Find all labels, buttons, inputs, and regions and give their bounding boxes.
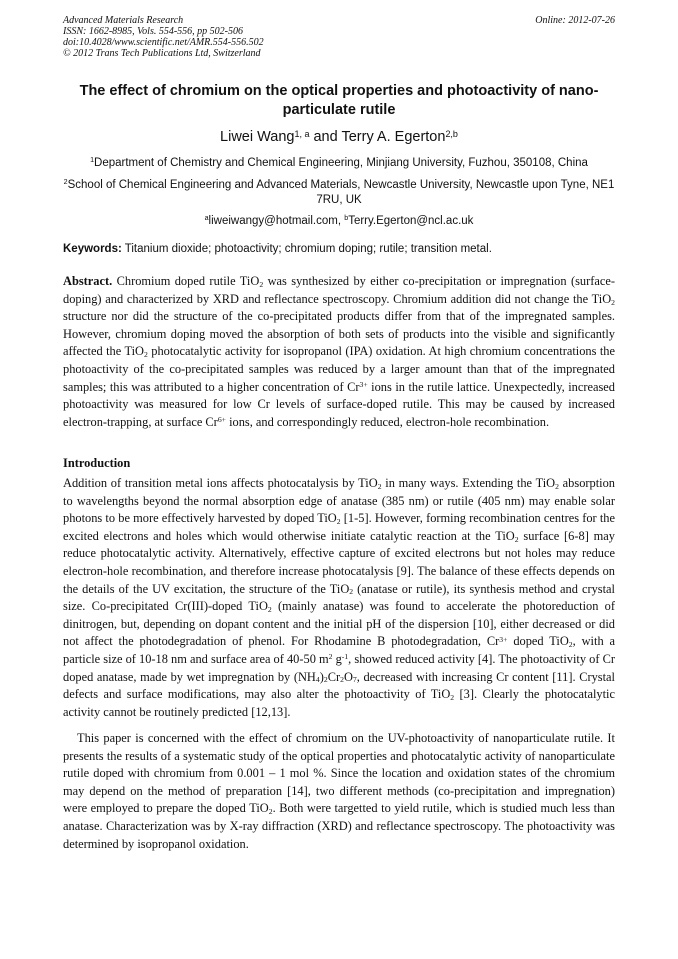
paragraph-text: ) <box>319 669 324 684</box>
paragraph-text: [1-5]. However, forming recombination centres for the excited electrons and holes which would otherwise initiate catalytic reaction at the TiO <box>63 511 615 543</box>
superscript: 3+ <box>359 379 368 389</box>
abstract-text: photocatalytic activity for isopropanol (IPA) oxidation. At high chromium concentrations the photoactivity of the co-precipitated samples was reduced by a larger amount than that of the impregnated samples; this was attributed to a higher concentration of Cr <box>63 344 615 394</box>
subscript: 7 <box>352 675 357 685</box>
abstract-text: was synthesized by either co-precipitation or impregnation (surface-doping) and characterized by XRD and reflectance spectroscopy. Chromium addition did not change the TiO <box>63 274 615 306</box>
subscript: 4 <box>315 675 320 685</box>
paragraph-text: , showed reduced activity [4]. The photoactivity of Cr doped anatase, made by wet impregnation by (NH <box>63 651 615 684</box>
paper-title: The effect of chromium on the optical properties and photoactivity of nano-particulate rutile <box>79 83 599 118</box>
issn-line: ISSN: 1662-8985, Vols. 554-556, pp 502-506 <box>63 26 243 37</box>
introduction-paragraph-2 <box>63 730 615 853</box>
subscript: 2 <box>259 279 264 289</box>
copyright-line: © 2012 Trans Tech Publications Ltd, Switzerland <box>63 48 261 59</box>
subscript: 2 <box>349 587 354 597</box>
affiliation-2-text: School of Chemical Engineering and Advanced Materials, Newcastle University, Newcastle upon Tyne, NE1 7RU, UK <box>67 179 615 206</box>
author-1-marker: 1, a <box>294 128 310 139</box>
subscript: 2 <box>611 297 615 307</box>
email-b-marker: b <box>344 214 349 223</box>
paragraph-text: absorption to wavelengths beyond the normal absorption edge of anatase (385 nm) or rutile (405 nm) may enable solar photons to be more effectively harvested by doped TiO <box>63 476 615 526</box>
affiliation-2 <box>63 178 615 208</box>
paragraph-text: (mainly anatase) was found to accelerate the photoreduction of dinitrogen, but, depending on dopant content and the initial pH of the dispersion [10], either decreased or did not affect the photodegradation of phenol. For Rhodamine B photodegradation, Cr <box>63 599 615 649</box>
author-2-marker: 2,b <box>445 128 458 139</box>
paragraph-text: . Both were targetted to yield rutile, which is studied much less than anatase. Characterization was by X-ray diffraction (XRD) and reflectance spectroscopy. The photoactivity was determined by isopropanol oxidation. <box>63 801 615 851</box>
superscript: 3+ <box>499 634 508 644</box>
subscript: 2 <box>268 807 273 817</box>
keywords-label: Keywords: <box>63 243 122 255</box>
paragraph-text: in many ways. Extending the TiO <box>381 476 556 490</box>
author-conjunction: and <box>309 129 342 145</box>
subscript: 2 <box>267 605 272 615</box>
paragraph-text: , decreased with increasing Cr content [11]. Crystal defects and surface modifications, may also alter the photoactivity of TiO <box>63 669 615 702</box>
keywords <box>63 242 615 257</box>
abstract-text: Chromium doped rutile TiO <box>112 274 260 288</box>
subscript: 2 <box>336 517 341 527</box>
paragraph-text: Cr <box>327 669 341 684</box>
paragraph-text: doped TiO <box>507 634 569 649</box>
paragraph-text: This paper is concerned with the effect of chromium on the UV-photoactivity of nanoparticulate rutile. It presents the results of a systematic study of the optical properties and photocatalytic activity of nanoparticulate rutile doped with chromium from 0.001 – 1 mol %. Since the location and oxidation states of the chromium may depend on the method of preparation [14], two different methods (co-precipitation and impregnation) were employed to prepare the doped TiO <box>63 731 615 816</box>
superscript: -1 <box>341 652 349 662</box>
affiliation-1-number: 1 <box>90 156 95 165</box>
abstract-text: structure nor did the structure of the co-precipitated products differ from that of the impregnated samples. However, chromium doping moved the absorption of both sets of products into the visible and significantly affected the TiO <box>63 309 615 359</box>
subscript: 2 <box>143 350 148 360</box>
affiliation-1 <box>63 156 615 171</box>
keywords-text: Titanium dioxide; photoactivity; chromium doping; rutile; transition metal. <box>121 243 492 255</box>
email-a[interactable]: liweiwangy@hotmail.com, <box>208 215 345 227</box>
introduction-heading: Introduction <box>63 456 131 470</box>
paragraph-text: Addition of transition metal ions affects photocatalysis by TiO <box>63 476 378 490</box>
email-b[interactable]: Terry.Egerton@ncl.ac.uk <box>348 215 474 227</box>
paragraph-text: g <box>332 651 342 666</box>
email-line <box>63 214 615 229</box>
subscript: 2 <box>340 675 344 685</box>
superscript: 6+ <box>217 414 226 424</box>
paragraph-text: [3]. Clearly the photocatalytic activity cannot be routinely predicted [12,13]. <box>63 687 616 719</box>
introduction-paragraph-1 <box>63 475 615 721</box>
journal-header <box>63 15 615 59</box>
paragraph-text: O <box>343 669 353 684</box>
paragraph-text: surface [6-8] may reduce photocatalytic activity. Alternatively, effective capture of excited electrons but not holes may reduce electron-hole recombination, and therefore increase photocatalysis [9]. The balance of these effects depends on the details of the UV excitation, the structure of the TiO <box>63 528 615 596</box>
abstract-label: Abstract. <box>63 274 113 288</box>
subscript: 2 <box>450 693 455 703</box>
paragraph-text: (anatase or rutile), its synthesis method and crystal size. Co-precipitated Cr(III)-doped TiO <box>63 581 615 614</box>
paragraph-text: , with a particle size of 10-18 nm and surface area of 40-50 m <box>63 634 616 666</box>
online-date: Online: 2012-07-26 <box>535 15 615 26</box>
abstract-text: ions in the rutile lattice. Unexpectedly, increased photoactivity was measured for low Cr levels of surface-doped rutile. This may be caused by increased electron-trapping, at surface Cr <box>63 379 616 429</box>
author-1: Liwei Wang <box>220 129 295 145</box>
subscript: 2 <box>323 675 328 685</box>
abstract-paragraph <box>63 273 615 431</box>
email-a-marker: a <box>204 214 209 223</box>
author-2: Terry A. Egerton <box>341 129 446 145</box>
superscript: 2 <box>328 652 333 662</box>
abstract-text: ions, and correspondingly reduced, electron-hole recombination. <box>225 414 550 429</box>
doi-line[interactable]: doi:10.4028/www.scientific.net/AMR.554-556.502 <box>63 37 264 48</box>
subscript: 2 <box>377 481 382 491</box>
affiliation-1-text: Department of Chemistry and Chemical Engineering, Minjiang University, Fuzhou, 350108, China <box>94 157 588 169</box>
subscript: 2 <box>555 481 559 491</box>
subscript: 2 <box>568 640 573 650</box>
subscript: 2 <box>514 534 519 544</box>
author-line <box>63 128 615 146</box>
affiliation-2-number: 2 <box>63 178 68 187</box>
journal-name: Advanced Materials Research <box>63 15 184 26</box>
